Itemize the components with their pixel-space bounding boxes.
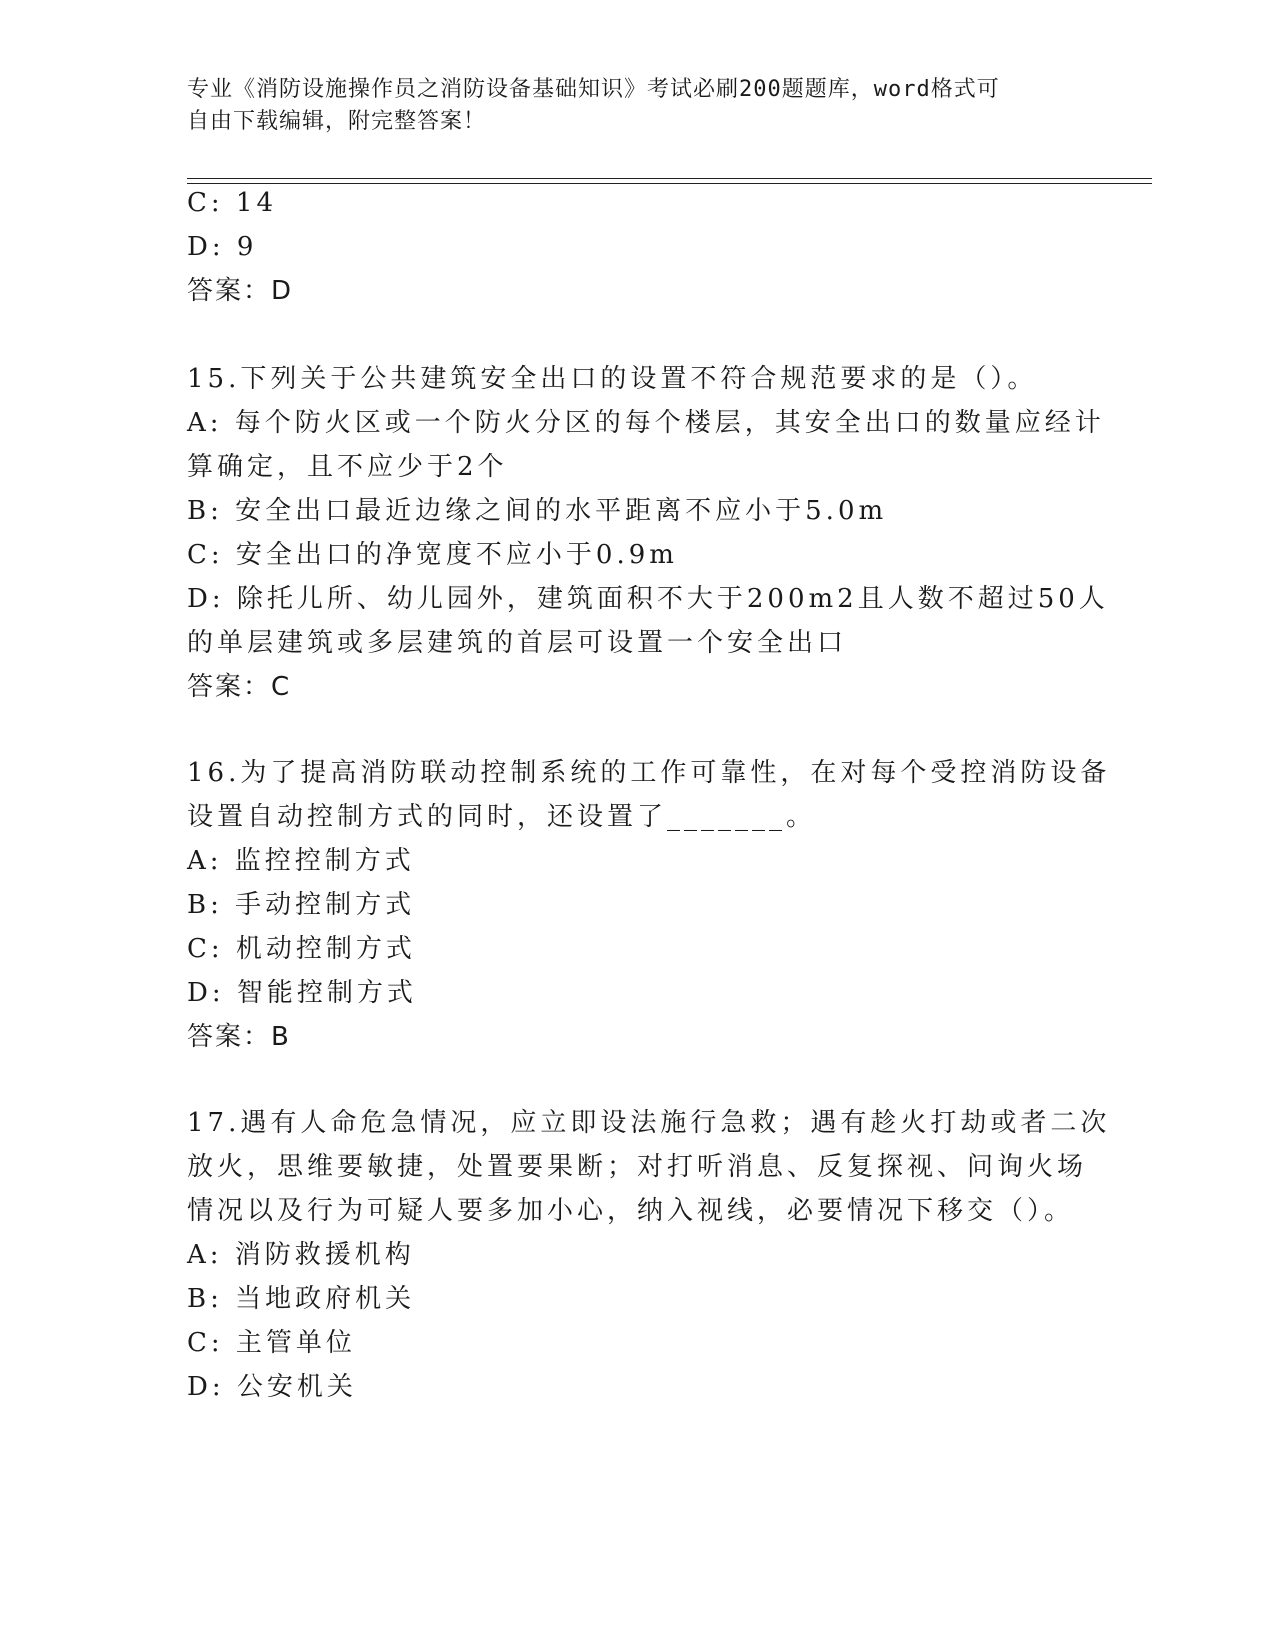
q16-stem-line1: 16.为了提高消防联动控制系统的工作可靠性，在对每个受控消防设备 bbox=[187, 758, 1111, 788]
q16-option-c: C: 机动控制方式 bbox=[187, 934, 416, 964]
q16-option-a: A: 监控控制方式 bbox=[187, 846, 415, 876]
q17-option-c: C: 主管单位 bbox=[187, 1328, 356, 1358]
prev-answer: 答案：D bbox=[187, 276, 294, 306]
q17-option-d: D: 公安机关 bbox=[187, 1372, 357, 1402]
q15-option-d-line2: 的单层建筑或多层建筑的首层可设置一个安全出口 bbox=[187, 628, 848, 658]
header-line-1: 专业《消防设施操作员之消防设备基础知识》考试必刷200题题库，word格式可 bbox=[187, 77, 1000, 102]
q15-option-a-line1: A: 每个防火区或一个防火分区的每个楼层，其安全出口的数量应经计 bbox=[187, 408, 1105, 438]
q16-option-d: D: 智能控制方式 bbox=[187, 978, 417, 1008]
q15-answer: 答案：C bbox=[187, 672, 292, 702]
header-line-2: 自由下载编辑，附完整答案！ bbox=[187, 109, 487, 134]
q17-stem-line3: 情况以及行为可疑人要多加小心，纳入视线，必要情况下移交（）。 bbox=[187, 1196, 1075, 1226]
prev-option-d: D: 9 bbox=[187, 232, 258, 262]
q15-option-a-line2: 算确定，且不应少于2个 bbox=[187, 452, 508, 482]
q15-option-c: C: 安全出口的净宽度不应小于0.9m bbox=[187, 540, 678, 570]
page-header bbox=[187, 74, 1087, 138]
q15-option-b: B: 安全出口最近边缘之间的水平距离不应小于5.0m bbox=[187, 496, 888, 526]
q16-answer: 答案：B bbox=[187, 1022, 291, 1052]
prev-option-c: C: 14 bbox=[187, 188, 278, 218]
q16-stem-line2: 设置自动控制方式的同时，还设置了_______。 bbox=[187, 802, 817, 832]
q17-stem-line1: 17.遇有人命危急情况，应立即设法施行急救；遇有趁火打劫或者二次 bbox=[187, 1108, 1111, 1138]
header-divider bbox=[187, 178, 1152, 184]
q17-option-b: B: 当地政府机关 bbox=[187, 1284, 416, 1314]
q17-option-a: A: 消防救援机构 bbox=[187, 1240, 415, 1270]
q17-stem-line2: 放火，思维要敏捷，处置要果断；对打听消息、反复探视、问询火场 bbox=[187, 1152, 1088, 1182]
q16-option-b: B: 手动控制方式 bbox=[187, 890, 416, 920]
q15-option-d-line1: D: 除托儿所、幼儿园外，建筑面积不大于200m2且人数不超过50人 bbox=[187, 584, 1109, 614]
q15-stem: 15.下列关于公共建筑安全出口的设置不符合规范要求的是（）。 bbox=[187, 364, 1038, 394]
